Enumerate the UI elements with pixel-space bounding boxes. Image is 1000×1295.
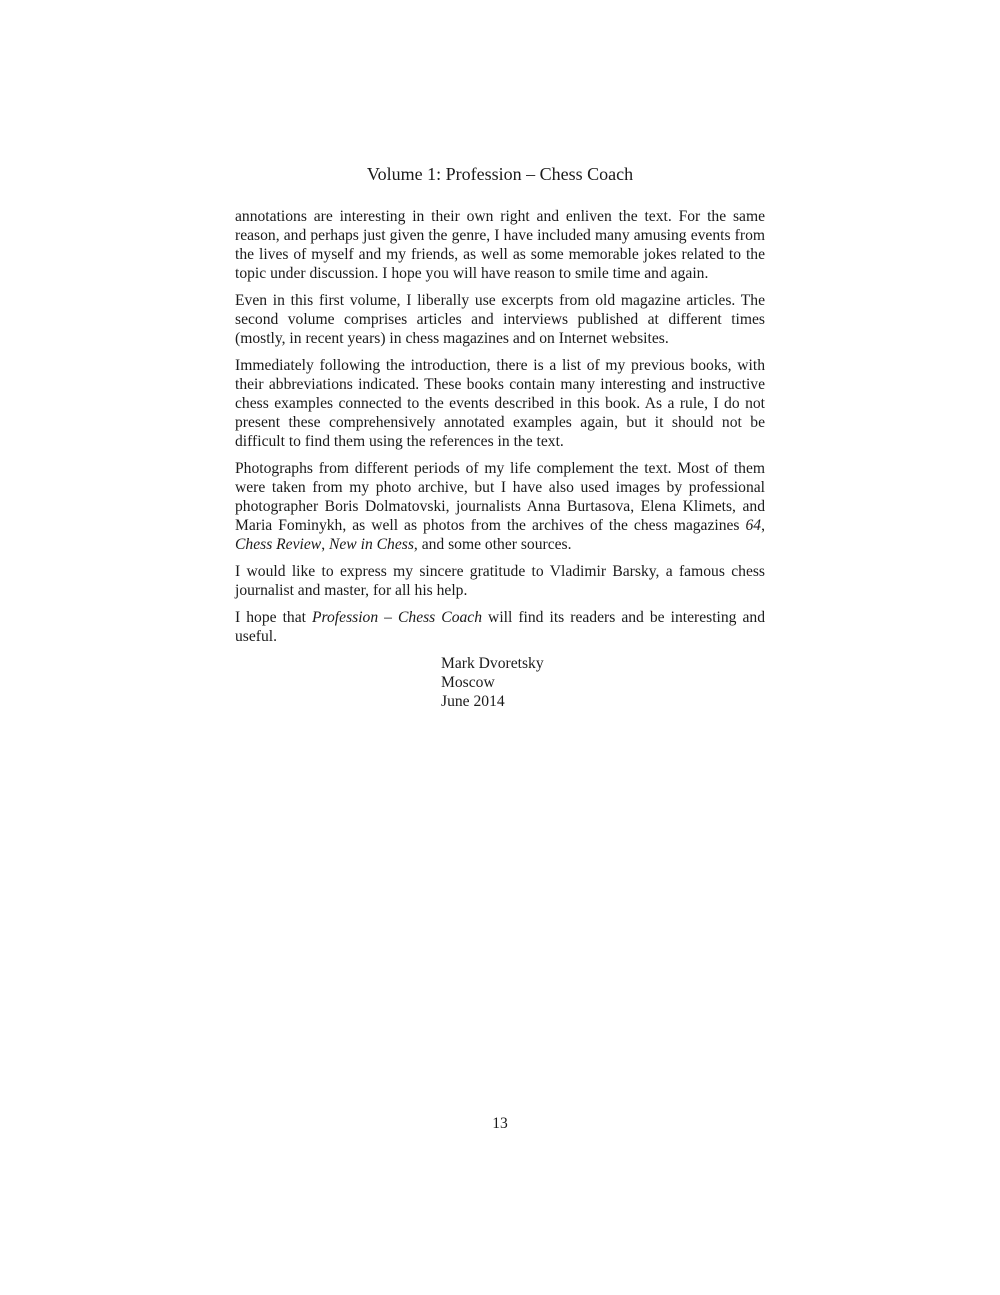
paragraph-4 xyxy=(235,459,765,554)
signature-block xyxy=(441,654,765,711)
magazine-title-new-in-chess: New in Chess xyxy=(328,536,414,553)
author-city: Moscow xyxy=(441,674,495,691)
magazine-title-64: 64 xyxy=(745,517,762,534)
magazine-title-chess-review: Chess Review xyxy=(235,536,322,553)
running-header: Volume 1: Profession – Chess Coach xyxy=(366,164,634,184)
book-title: Profession – Chess Coach xyxy=(312,609,483,626)
paragraph-6-text-b: will find its readers and be interesting and useful. xyxy=(235,609,765,645)
main-text xyxy=(235,207,765,711)
separator: , xyxy=(761,517,765,534)
paragraph-3: Immediately following the introduction, there is a list of my previous books, with their abbreviations indicated. These books contain many interesting and instructive chess examples connected to the events described in this book. As a rule, I do not present these comprehensively annotated examples again, but it should not be difficult to find them using the references in the text. xyxy=(235,357,765,450)
page-number: 13 xyxy=(492,1115,508,1132)
author-name: Mark Dvoretsky xyxy=(441,655,544,672)
separator: , xyxy=(321,536,329,553)
paragraph-2: Even in this first volume, I liberally use excerpts from old magazine articles. The second volume comprises articles and interviews published at different times (mostly, in recent years) in chess magazines and on Internet websites. xyxy=(235,292,765,347)
signature-date: June 2014 xyxy=(441,693,505,710)
paragraph-6 xyxy=(235,608,765,646)
paragraph-5: I would like to express my sincere gratitude to Vladimir Barsky, a famous chess journalist and master, for all his help. xyxy=(235,563,765,599)
paragraph-4-text-b: , and some other sources. xyxy=(413,536,572,553)
paragraph-6-text-a: I hope that xyxy=(235,609,312,626)
paragraph-1: annotations are interesting in their own right and enliven the text. For the same reason, and perhaps just given the genre, I have included many amusing events from the lives of myself and my friends, as well as some memorable jokes related to the topic under discussion. I hope you will have reason to smile time and again. xyxy=(235,208,765,282)
paragraph-4-text-a: Photographs from different periods of my life complement the text. Most of them were taken from my photo archive, but I have also used images by professional photographer Boris Dolmatovski, journalists Anna Burtasova, Elena Klimets, and Maria Fominykh, as well as photos from the archives of the chess magazines xyxy=(235,460,765,534)
